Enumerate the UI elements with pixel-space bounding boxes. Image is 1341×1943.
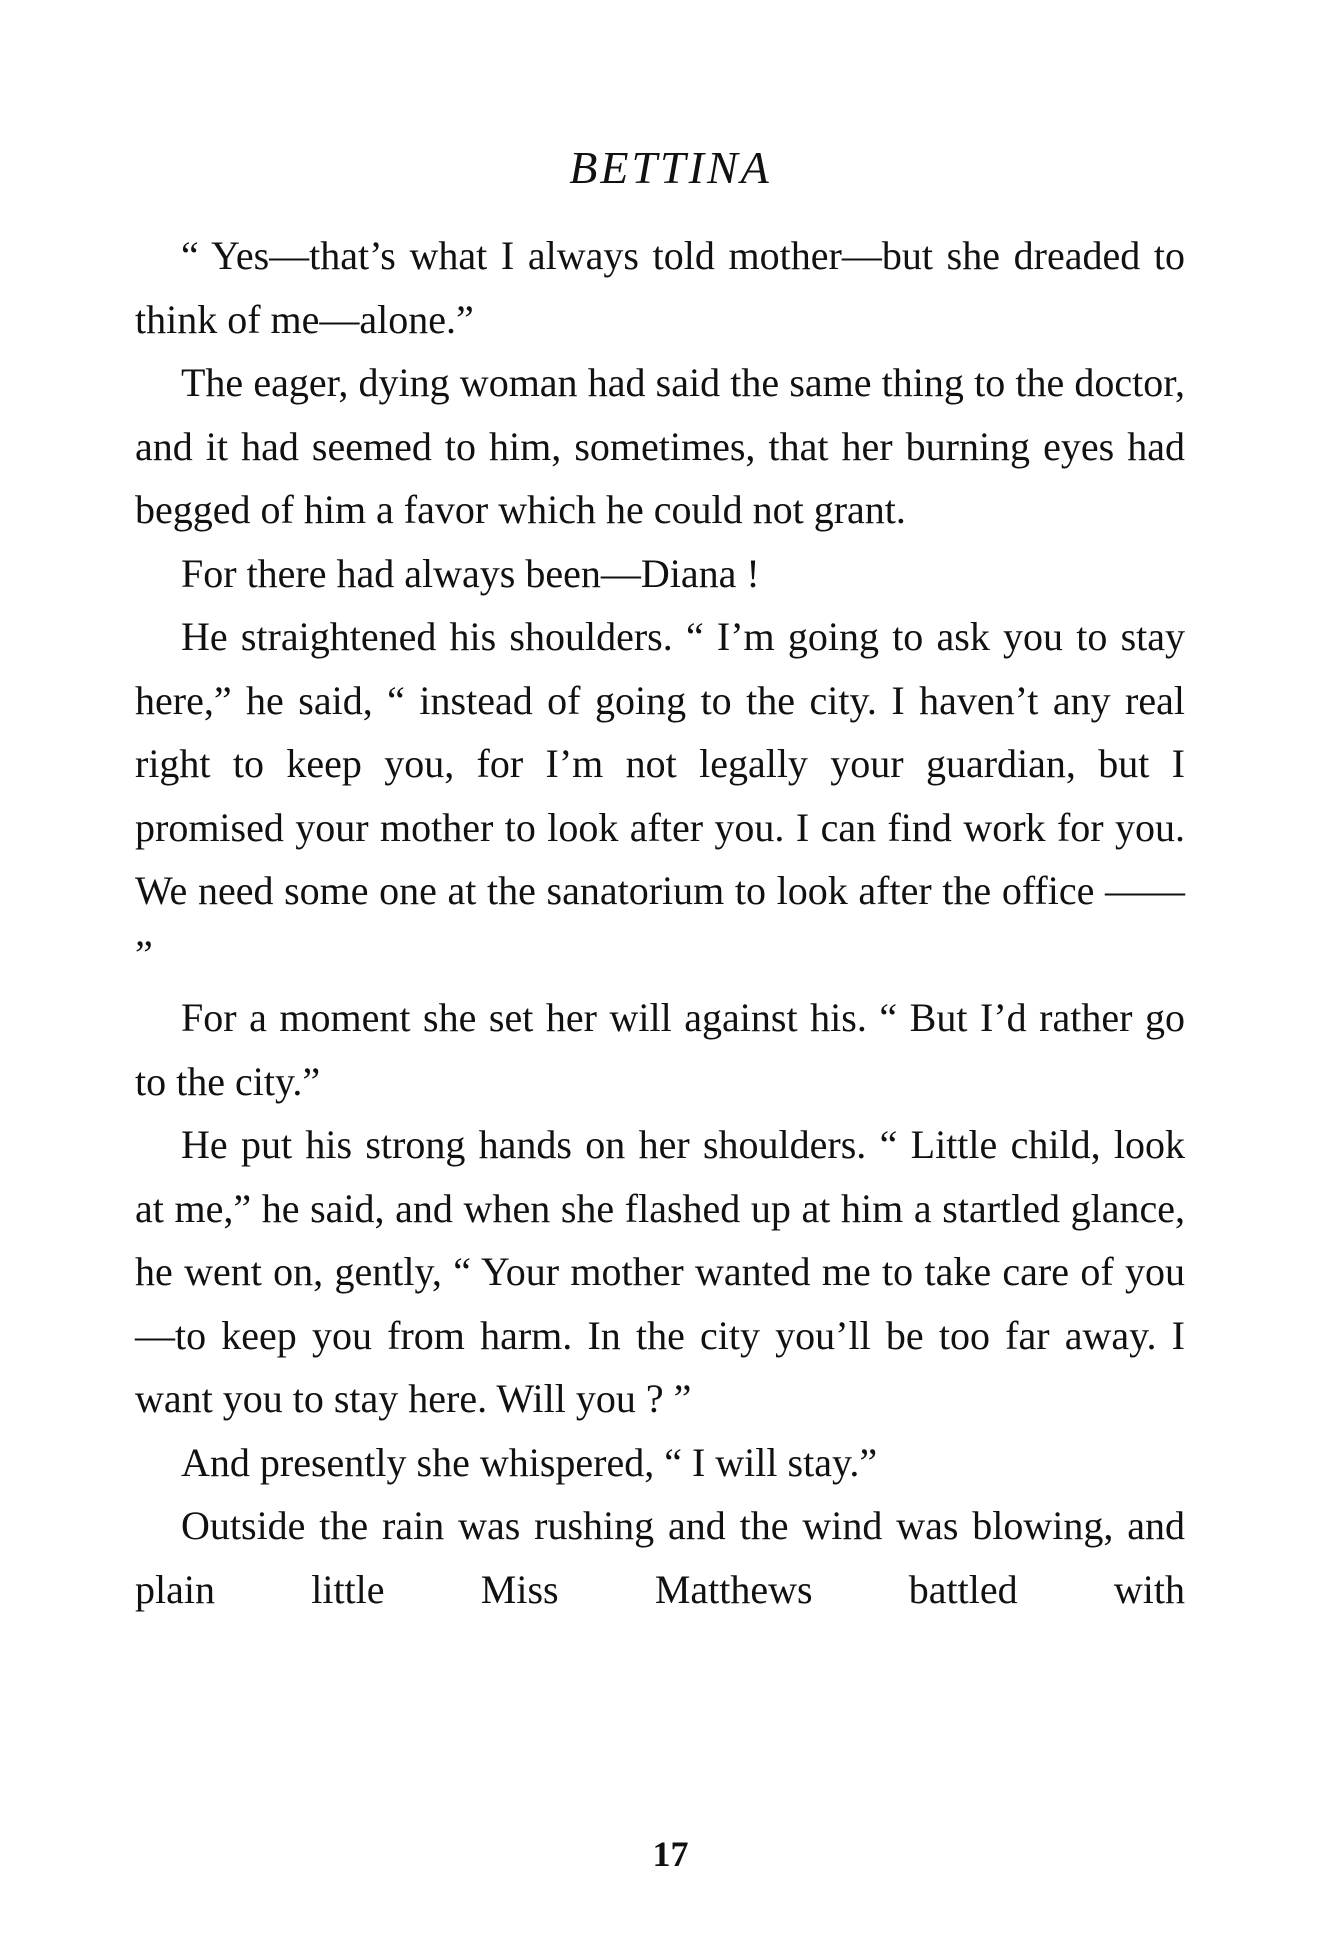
page-number: 17 <box>652 1834 689 1874</box>
running-head: BETTINA <box>569 142 772 193</box>
paragraph-2: The eager, dying woman had said the same thing to the doctor, and it had seemed to him, sometimes, that her burning eyes had begged of him a favor which he could not grant. <box>135 360 1185 532</box>
paragraph-1: “ Yes—that’s what I always told mother—but she dreaded to think of me—alone.” <box>135 233 1185 342</box>
paragraph-8: Outside the rain was rushing and the wind was blowing, and plain little Miss Matthews battled with <box>135 1503 1185 1612</box>
paragraph-7: And presently she whispered, “ I will stay.” <box>181 1439 878 1485</box>
body-text <box>135 224 1185 1621</box>
paragraph-3: For there had always been—Diana ! <box>181 550 760 596</box>
paragraph-6: He put his strong hands on her shoulders. “ Little child, look at me,” he said, and when she flashed up at him a startled glance, he went on, gently, “ Your mother wanted me to take care of you—to keep you from harm. In the city you’ll be too far away. I want you to stay here. Will you ? ” <box>135 1122 1185 1421</box>
paragraph-4: He straightened his shoulders. “ I’m going to ask you to stay here,” he said, “ instead of going to the city. I haven’t any real right to keep you, for I’m not legally your guardian, but I promised your mother to look after you. I can find work for you. We need some one at the sanatorium to look after the office —— ” <box>135 614 1185 977</box>
paragraph-5: For a moment she set her will against his. “ But I’d rather go to the city.” <box>135 995 1185 1104</box>
